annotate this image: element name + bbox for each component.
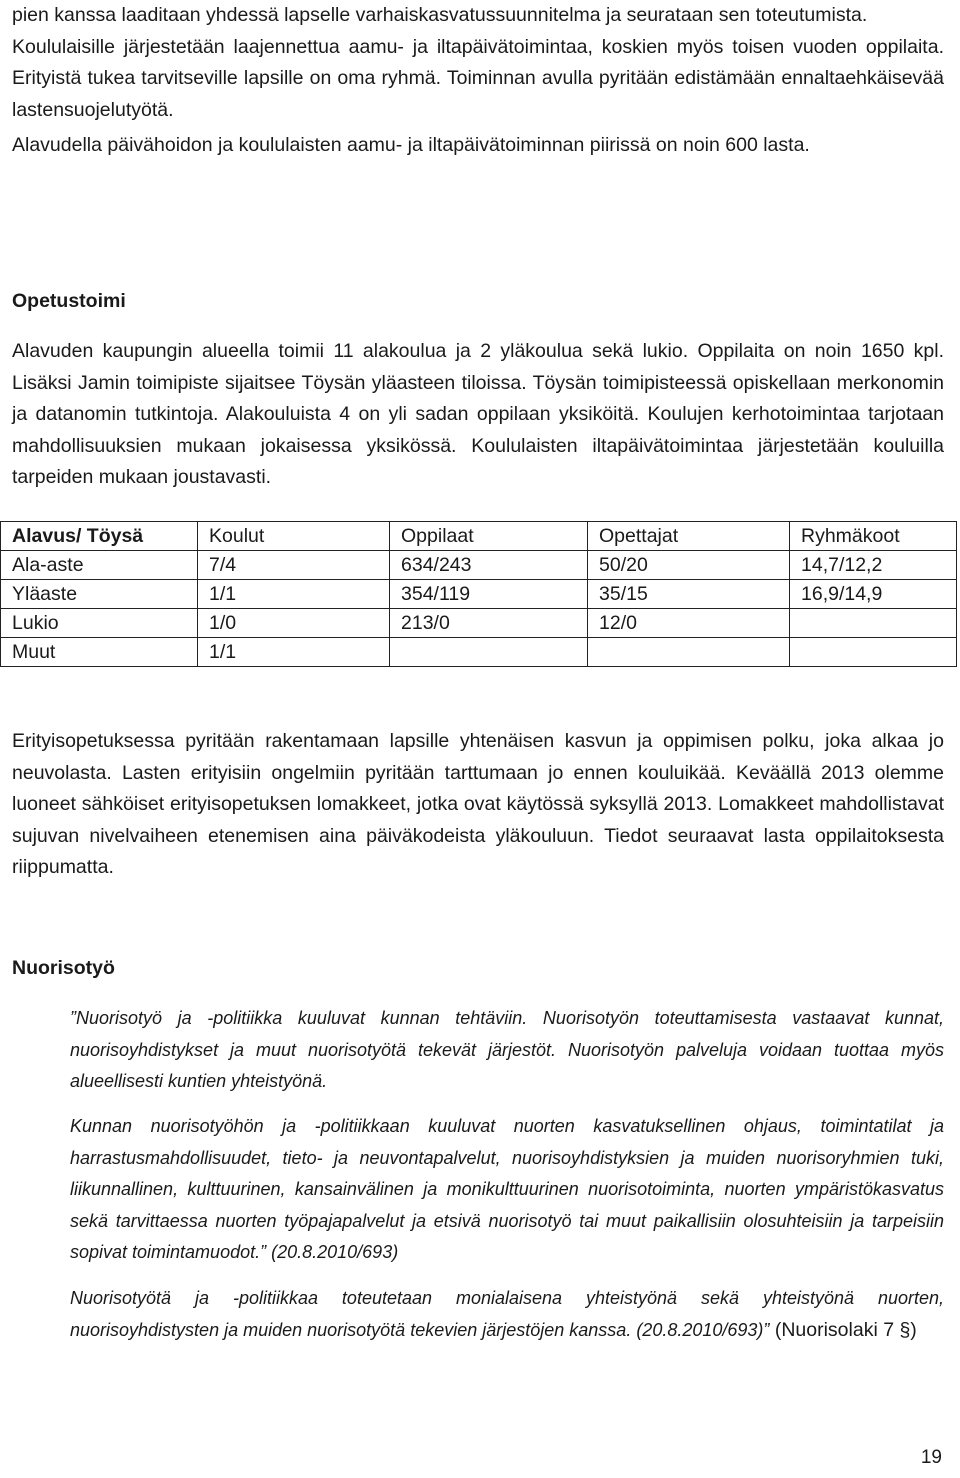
table-cell <box>790 638 957 667</box>
schools-table <box>0 521 957 667</box>
table-header-row <box>1 522 957 551</box>
table-cell: Lukio <box>1 609 198 638</box>
nuorisotyo-quote-1: ”Nuorisotyö ja -politiikka kuuluvat kunnan tehtäviin. Nuorisotyön toteuttamisesta vastaavat kunnat, nuorisoyhdistykset ja muut nuorisotyötä tekevät järjestöt. Nuorisotyön palveluja voidaan tuottaa myös alueellisesti kuntien yhteistyönä. <box>70 1008 944 1091</box>
intro-paragraph-2: Koululaisille järjestetään laajennettua aamu- ja iltapäivätoimintaa, koskien myös toisen vuoden oppilaita. Erityistä tukea tarvitseville lapsille on oma ryhmä. Toiminnan avulla pyritään edistämään ennaltaehkäisevää lastensuojelutyötä. <box>12 35 944 121</box>
table-header-cell: Opettajat <box>588 522 790 551</box>
intro-text <box>12 0 944 162</box>
table-cell: 12/0 <box>588 609 790 638</box>
table-cell: 35/15 <box>588 580 790 609</box>
table-cell: Yläaste <box>1 580 198 609</box>
nuorisotyo-quote-2: Kunnan nuorisotyöhön ja -politiikkaan kuuluvat nuorten kasvatuksellinen ohjaus, toimintatilat ja harrastusmahdollisuudet, tieto- ja neuvontapalvelut, nuorisoyhdistyksien ja muiden nuorisoryhmien tuki, liikunnallinen, kulttuurinen, kansainvälinen ja monikulttuurinen nuorisotoiminta, nuorten ympäristökasvatus sekä tarvittaessa nuorten työpajapalvelut ja etsivä nuorisotyö tai muut paikallisiin olosuhteisiin ja tarpeisiin sopivat toimintamuodot.” (20.8.2010/693) <box>70 1116 944 1262</box>
table-header-cell: Oppilaat <box>390 522 588 551</box>
erityisopetus-paragraph: Erityisopetuksessa pyritään rakentamaan lapsille yhtenäisen kasvun ja oppimisen polku, joka alkaa jo neuvolasta. Lasten erityisiin ongelmiin pyritään tarttumaan jo ennen kouluikää. Keväällä 2013 olemme luoneet sähköiset erityisopetuksen lomakkeet, jotka ovat käytössä syksyllä 2013. Lomakkeet mahdollistavat sujuvan nivelvaiheen etenemisen aina päiväkodeista yläkouluun. Tiedot seuraavat lasta oppilaitoksesta riippumatta. <box>12 730 944 878</box>
table-header-cell: Alavus/ Töysä <box>1 522 198 551</box>
table-cell: 14,7/12,2 <box>790 551 957 580</box>
table-header-cell: Ryhmäkoot <box>790 522 957 551</box>
page-number: 19 <box>920 1447 942 1468</box>
table-row <box>1 609 957 638</box>
opetustoimi-paragraph: Alavuden kaupungin alueella toimii 11 alakoulua ja 2 yläkoulua sekä lukio. Oppilaita on noin 1650 kpl. Lisäksi Jamin toimipiste sijaitsee Töysän yläasteen tiloissa. Töysän toimipisteessä opiskellaan merkonomin ja datanomin tutkintoja. Alakouluista 4 on yli sadan oppilaan yksiköitä. Koulujen kerhotoimintaa tarjotaan mahdollisuuksien mukaan jokaisessa yksikössä. Koululaisten iltapäivätoimintaa järjestetään kouluilla tarpeiden mukaan joustavasti. <box>12 340 944 488</box>
nuorisotyo-heading: Nuorisotyö <box>12 957 115 979</box>
table-cell: Muut <box>1 638 198 667</box>
table-cell <box>790 609 957 638</box>
table-cell: Ala-aste <box>1 551 198 580</box>
opetustoimi-heading: Opetustoimi <box>12 290 126 312</box>
table-cell <box>390 638 588 667</box>
table-cell: 7/4 <box>198 551 390 580</box>
intro-paragraph-1: pien kanssa laaditaan yhdessä lapselle varhaiskasvatussuunnitelma ja seurataan sen toteutumista. <box>12 4 868 26</box>
table-row <box>1 580 957 609</box>
table-cell: 1/0 <box>198 609 390 638</box>
table-cell: 634/243 <box>390 551 588 580</box>
table-cell: 16,9/14,9 <box>790 580 957 609</box>
table-cell: 1/1 <box>198 580 390 609</box>
table-cell <box>588 638 790 667</box>
table-cell: 354/119 <box>390 580 588 609</box>
table-cell: 50/20 <box>588 551 790 580</box>
table-cell: 213/0 <box>390 609 588 638</box>
law-source: (Nuorisolaki 7 §) <box>769 1318 917 1341</box>
table-row <box>1 551 957 580</box>
quote-3-text: Nuorisotyötä ja -politiikkaa toteutetaan monialaisena yhteistyönä sekä yhteistyönä nuorten, nuorisoyhdistysten ja muiden nuorisotyötä tekevien järjestöjen kanssa. (20.8.2010/693)” <box>70 1288 944 1340</box>
table-header-cell: Koulut <box>198 522 390 551</box>
table-cell: 1/1 <box>198 638 390 667</box>
table-row <box>1 638 957 667</box>
nuorisotyo-quote-3 <box>70 1283 944 1346</box>
intro-paragraph-3: Alavudella päivähoidon ja koululaisten aamu- ja iltapäivätoiminnan piirissä on noin 600 lasta. <box>12 134 810 156</box>
